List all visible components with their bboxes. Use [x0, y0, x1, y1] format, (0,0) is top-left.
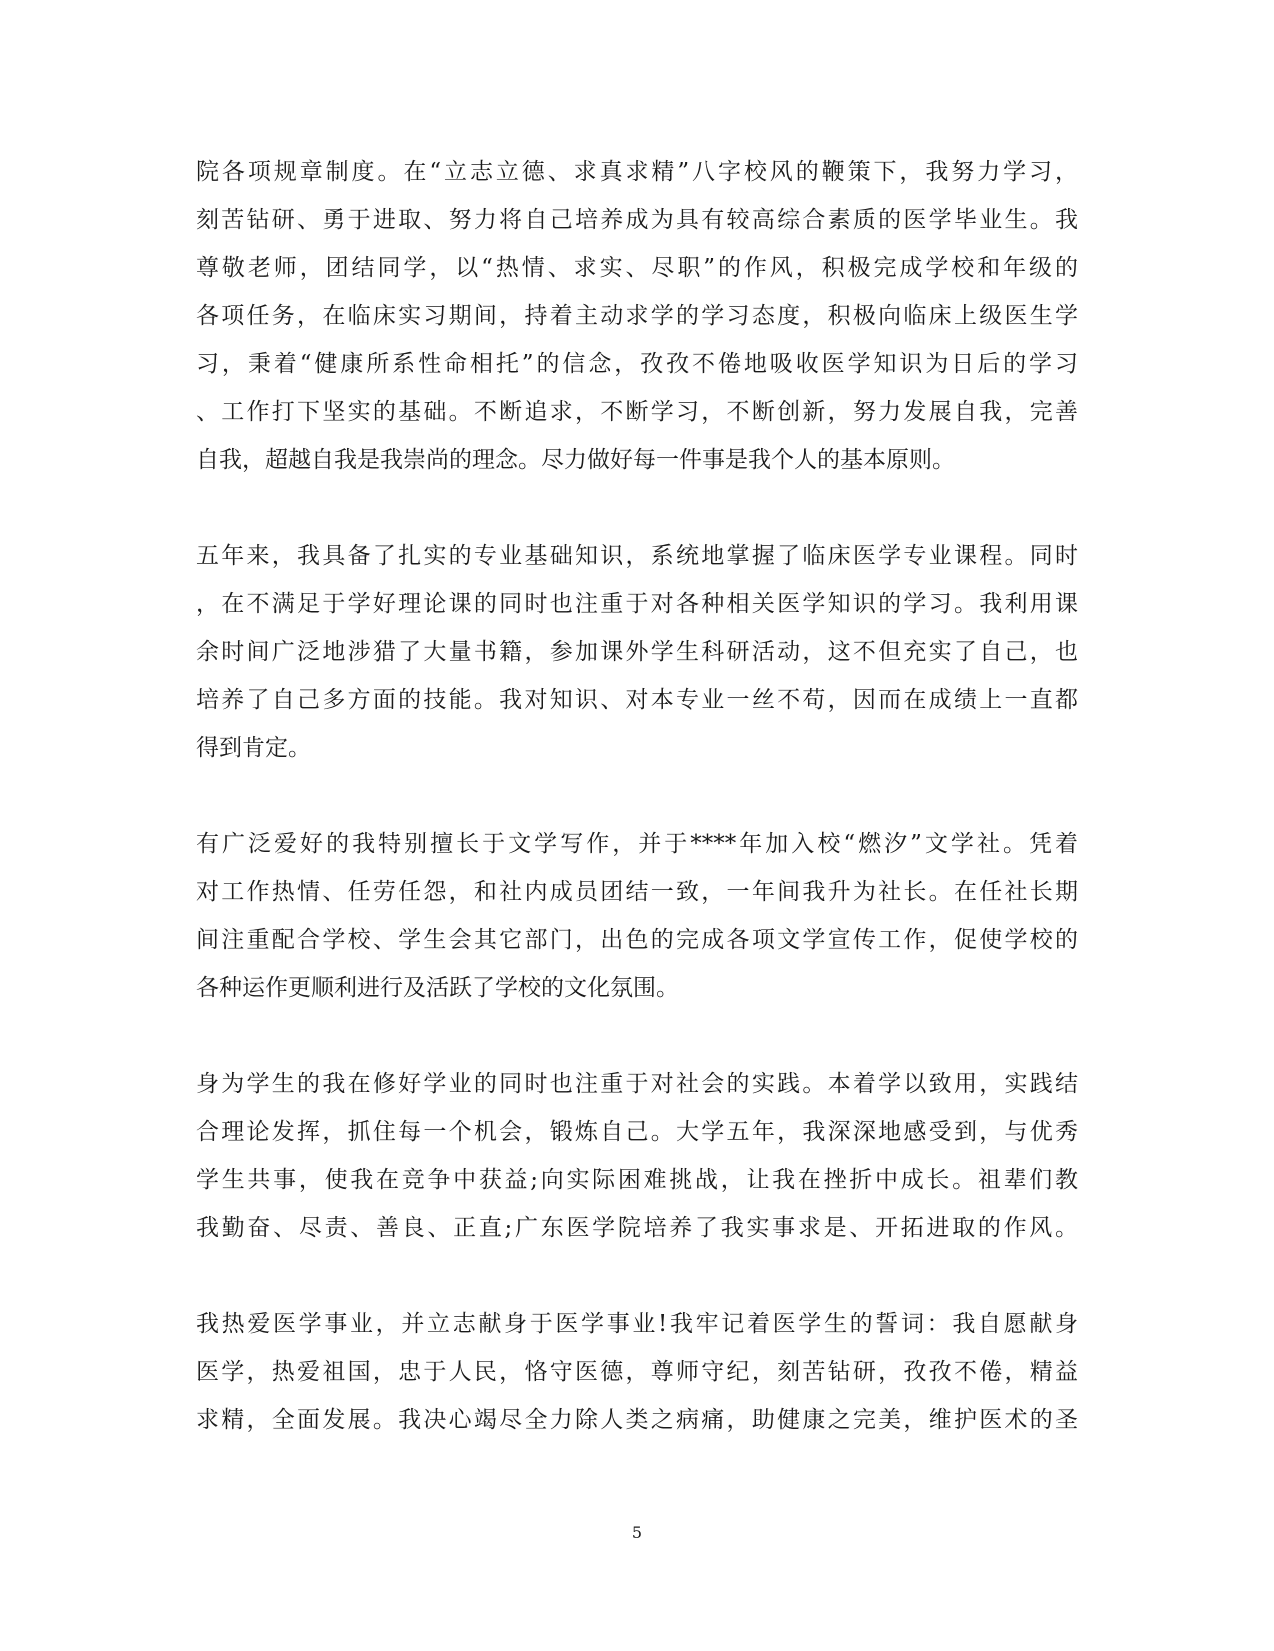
paragraph-line: 对工作热情、任劳任怨，和社内成员团结一致，一年间我升为社长。在任社长期	[196, 879, 1078, 905]
paragraph-4	[196, 1060, 1078, 1252]
paragraph-line: 五年来，我具备了扎实的专业基础知识，系统地掌握了临床医学专业课程。同时	[196, 543, 1078, 569]
paragraph-3	[196, 820, 1078, 1012]
paragraph-2	[196, 532, 1078, 772]
paragraph-line: 有广泛爱好的我特别擅长于文学写作，并于****年加入校“燃汐”文学社。凭着	[196, 831, 1078, 857]
paragraph-line: 身为学生的我在修好学业的同时也注重于对社会的实践。本着学以致用，实践结	[196, 1071, 1078, 1097]
paragraph-1	[196, 148, 1078, 484]
paragraph-line: 余时间广泛地涉猎了大量书籍，参加课外学生科研活动，这不但充实了自己，也	[196, 639, 1078, 665]
paragraph-line: 得到肯定。	[196, 735, 311, 761]
paragraph-line: 学生共事，使我在竞争中获益;向实际困难挑战，让我在挫折中成长。祖辈们教	[196, 1167, 1078, 1193]
paragraph-line: 我热爱医学事业，并立志献身于医学事业!我牢记着医学生的誓词：我自愿献身	[196, 1311, 1078, 1337]
paragraph-line: 求精，全面发展。我决心竭尽全力除人类之病痛，助健康之完美，维护医术的圣	[196, 1407, 1078, 1433]
paragraph-spacer	[196, 1012, 1078, 1060]
page-number: 5	[631, 1523, 643, 1542]
paragraph-line: 我勤奋、尽责、善良、正直;广东医学院培养了我实事求是、开拓进取的作风。	[196, 1215, 1078, 1241]
paragraph-5	[196, 1300, 1078, 1444]
paragraph-spacer	[196, 772, 1078, 820]
paragraph-line: 各种运作更顺利进行及活跃了学校的文化氛围。	[196, 975, 679, 1001]
paragraph-line: ，在不满足于学好理论课的同时也注重于对各种相关医学知识的学习。我利用课	[196, 591, 1078, 617]
paragraph-line: 间注重配合学校、学生会其它部门，出色的完成各项文学宣传工作，促使学校的	[196, 927, 1078, 953]
paragraph-line: 习，秉着“健康所系性命相托”的信念，孜孜不倦地吸收医学知识为日后的学习	[196, 351, 1078, 377]
paragraph-line: 、工作打下坚实的基础。不断追求，不断学习，不断创新，努力发展自我，完善	[196, 399, 1078, 425]
paragraph-line: 自我，超越自我是我崇尚的理念。尽力做好每一件事是我个人的基本原则。	[196, 447, 955, 473]
paragraph-line: 院各项规章制度。在“立志立德、求真求精”八字校风的鞭策下，我努力学习，	[196, 159, 1078, 185]
paragraph-line: 培养了自己多方面的技能。我对知识、对本专业一丝不苟，因而在成绩上一直都	[196, 687, 1078, 713]
paragraph-line: 医学，热爱祖国，忠于人民，恪守医德，尊师守纪，刻苦钻研，孜孜不倦，精益	[196, 1359, 1078, 1385]
paragraph-line: 尊敬老师，团结同学，以“热情、求实、尽职”的作风，积极完成学校和年级的	[196, 255, 1078, 281]
paragraph-spacer	[196, 1252, 1078, 1300]
paragraph-line: 各项任务，在临床实习期间，持着主动求学的学习态度，积极向临床上级医生学	[196, 303, 1078, 329]
document-body	[196, 148, 1078, 1444]
paragraph-line: 合理论发挥，抓住每一个机会，锻炼自己。大学五年，我深深地感受到，与优秀	[196, 1119, 1078, 1145]
paragraph-line: 刻苦钻研、勇于进取、努力将自己培养成为具有较高综合素质的医学毕业生。我	[196, 207, 1078, 233]
paragraph-spacer	[196, 484, 1078, 532]
